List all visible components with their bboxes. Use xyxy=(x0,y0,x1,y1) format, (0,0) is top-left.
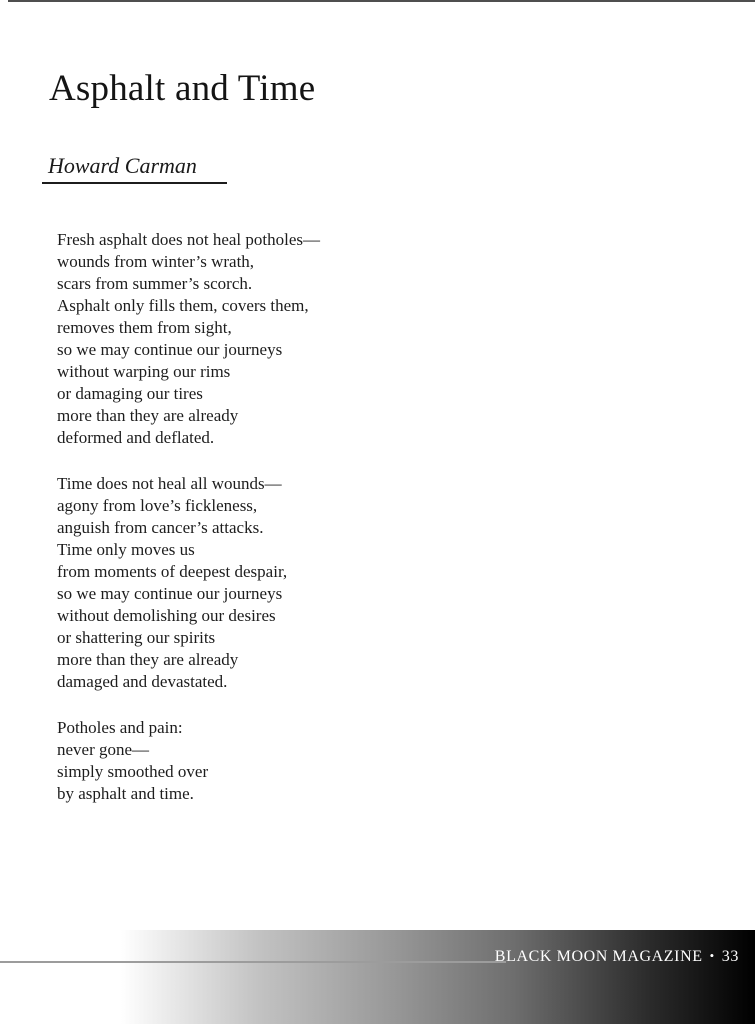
poem-line: so we may continue our journeys xyxy=(57,584,283,603)
poem-line: or shattering our spirits xyxy=(57,628,216,647)
poem-line: anguish from cancer’s attacks. xyxy=(57,518,264,537)
page-top-edge-line xyxy=(8,0,755,2)
poem-line: more than they are already xyxy=(57,650,239,669)
stanza xyxy=(57,717,320,805)
footer-text xyxy=(495,949,739,965)
poem-line: so we may continue our journeys xyxy=(57,340,283,359)
poem-line: more than they are already xyxy=(57,406,239,425)
poem-line: Time does not heal all wounds— xyxy=(57,474,282,493)
poem-line: Asphalt only fills them, covers them, xyxy=(57,296,309,315)
poem-line: Potholes and pain: xyxy=(57,718,183,737)
poem-line: or damaging our tires xyxy=(57,384,203,403)
poem-line: Time only moves us xyxy=(57,540,195,559)
footer-bar xyxy=(0,930,755,1024)
poem-line: removes them from sight, xyxy=(57,318,232,337)
poem-line: wounds from winter’s wrath, xyxy=(57,252,255,271)
stanza xyxy=(57,229,320,449)
poem-line: from moments of deepest despair, xyxy=(57,562,288,581)
poem-body xyxy=(57,229,320,829)
author-byline xyxy=(42,155,227,184)
poem-line: Fresh asphalt does not heal potholes— xyxy=(57,230,320,249)
author-name: Howard Carman xyxy=(42,155,227,184)
poem-line: by asphalt and time. xyxy=(57,784,194,803)
poem-line: damaged and devastated. xyxy=(57,672,228,691)
poem-line: agony from love’s fickleness, xyxy=(57,496,258,515)
page-number: 33 xyxy=(721,948,739,965)
poem-line: scars from summer’s scorch. xyxy=(57,274,253,293)
poem-line: without demolishing our desires xyxy=(57,606,276,625)
poem-line: never gone— xyxy=(57,740,150,759)
poem-line: without warping our rims xyxy=(57,362,231,381)
footer-rule-line xyxy=(0,961,506,963)
poem-line: simply smoothed over xyxy=(57,762,209,781)
poem-title: Asphalt and Time xyxy=(49,68,316,109)
magazine-name: BLACK MOON MAGAZINE xyxy=(494,948,703,965)
poem-line: deformed and deflated. xyxy=(57,428,215,447)
stanza xyxy=(57,473,320,693)
bullet-separator: • xyxy=(709,948,715,963)
